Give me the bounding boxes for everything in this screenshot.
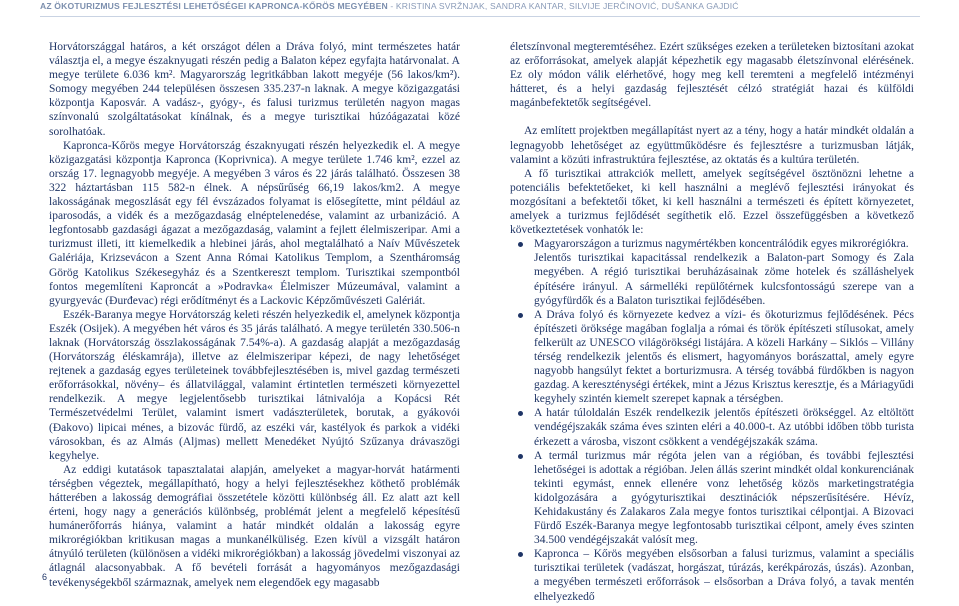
list-item-text: A termál turizmus már régóta jelen van a régióban, és további fejlesztési lehetőségei is adottak a régióban. Jelen állás szerint mindkét oldal konkurenciának tekinti egymást, ennek ellenére vonz lehetőség közös marketingstratégia kidolgozására a gyógyturisztikai desztinációk népszerűsítésére. Hévíz, Kehidakustány és Zalakaros Zala megye fontos turisztikai célpontjai. A Bizovaci Fürdő Eszék-Baranya megye legfontosabb turisztikai célpont, amely éves szinten 34.500 vendégéjszakát valósít meg. [534, 449, 914, 547]
conclusions-list [510, 237, 914, 603]
header-separator: - [387, 1, 396, 11]
bullet-icon [518, 552, 523, 557]
right-paragraph-2: Az említett projektben megállapítást nyert az a tény, hogy a határ mindkét oldalán a legnagyobb lehetőséget az együttműködésre és fejlesztésre a turizmusban látják, valamint a közúti infrastruktúra fejlesztése, az oktatás és a kultúra területén. [510, 125, 914, 166]
right-column [510, 40, 914, 604]
left-paragraph-4: Az eddigi kutatások tapasztalatai alapján, amelyeket a magyar-horvát határmenti térségben végeztek, megállapítható, hogy a helyi fejlesztésekhez köthető problémák hátterében a lakosság demográfiai összetétele közötti különbség áll. Ez alatt azt kell érteni, hogy nagy a generációs különbség, problémát jelent a megfelelő képesítésű humánerőforrás hiánya, valamint a határ mindkét oldalán a lakosság egyre mikrorégiókban kritikusan magas a munkanélküliség. Ezen kívül a vizsgált határon átnyúló területen (különösen a vidéki mikrorégiókban) a lakosság jövedelmi viszonyai az átlagnál alacsonyabbak. A fő bevételi forrását a hagyományos mezőgazdasági tevékenységekből származnak, amelyek nem elegendőek egy magasabb [49, 463, 460, 589]
list-item [510, 547, 914, 603]
bullet-icon [518, 454, 523, 459]
list-item [510, 308, 914, 407]
bullet-icon [518, 242, 523, 247]
list-item-text: A határ túloldalán Eszék rendelkezik jelentős építészeti örökséggel. Az eltöltött vendégéjszakák száma éves szinten eléri a 40.000-t. Az utóbbi időben több turista érkezett a városba, viszont csökkent a vendégéjszakák száma. [534, 407, 914, 448]
right-paragraph-1: életszínvonal megteremtéséhez. Ezért szükséges ezeken a területeken biztosítani azokat az erőforrásokat, amelyek alapját képezhetik egy magasabb életszínvonal elérésének. Ez oly módon válik elérhetővé, hogy meg kell teremteni a megfelelő intézményi hátteret, és a helyi gazdaság fejlesztését célzó stratégiát hazai és külföldi magánbefektetők segítségével. [510, 41, 914, 110]
header-rule [40, 16, 920, 17]
header-title: AZ ÖKOTURIZMUS FEJLESZTÉSI LEHETŐSÉGEI KAPRONCA-KŐRÖS MEGYÉBEN [40, 1, 388, 11]
left-column [49, 40, 460, 590]
list-item-subtext: Jelentős turisztikai kapacitással rendelkezik a Balaton-part Somogy és Zala megyében. A régió turisztikai beruházásainak zöme hotelek és szálláshelyek építésére irányul. A sármelléki repülőtérnek kulcsfontosságú szerepe van a gyógyfürdők és a Balaton turisztikai fejlődésében. [534, 252, 914, 307]
list-item-text: Magyarországon a turizmus nagymértékben koncentrálódik egyes mikrorégiókra. [534, 238, 909, 251]
running-header [40, 1, 739, 11]
list-item-text: Kapronca – Kőrös megyében elsősorban a falusi turizmus, valamint a speciális turisztikai területek (vadászat, horgászat, túrázás, kerékpározás, úszás). Azonban, a megyében természeti erőforrások – elsősorban a Dráva folyó, a tavak mentén elhelyezkedő [534, 548, 914, 603]
left-paragraph-2: Kapronca-Kőrös megye Horvátország északnyugati részén helyezkedik el. A megye közigazgatási központja Kapronca (Koprivnica). A megye területe 1.746 km², ezzel az ország 17. legnagyobb megyéje. A megyében 3 város és 22 járás található. Összesen 38 322 háztartásban 115 582-n élnek. A népsűrűség 66,19 lakos/km2. A megye lakosságának megoszlását egy fél évszázados folyamat is elősegítette, mint például az iparosodás, a vidék és a mezőgazdaság elnéptelenedése, valamint az urbanizáció. A legfontosabb gazdasági ágazat a mezőgazdaság, valamint a fejlett élelmiszeripar. Ami a turizmust illeti, itt kiemelkedik a hlebinei járás, ahol megtalálható a Naív Művészetek Galériája, Krizsevácon a Szent Anna Római Katolikus Templom, a Szentháromság Görög Katolikus Székesegyház és a Szentkereszt templom. Turisztikai szempontból fontos megemlíteni Kaproncát a »Podravka« Élelmiszer Múzeumával, valamint a gyurgyevác (Đurđevac) régi erődítményt és a Lackovic Képzőművészeti Galériát. [49, 139, 460, 307]
right-paragraph-3: A fő turisztikai attrakciók mellett, amelyek segítségével ösztönözni lehetne a potenciális befektetőeket, ki kell használni a meglévő fejlesztési irányokat és mozgósítani a befektetői tőket, ki kell használni a természeti és épített környezetet, amelyek a turizmus fejlődését segíthetik elő. Ezzel összefüggésben a következő következtetések vonhatók le: [510, 167, 914, 237]
bullet-icon [518, 313, 523, 318]
page-number: 6 [42, 572, 48, 582]
list-item [510, 449, 914, 548]
left-paragraph-3: Eszék-Baranya megye Horvátország keleti részén helyezkedik el, amelynek központja Eszék (Osijek). A megyében hét város és 35 járás található. A megye területén 330.506-n laknak (Horvátország összlakosságának 7.54%-a). A gazdaság alapját a mezőgazdaság (Horvátország éléskamrája), illetve az élelmiszeripar képezi, de nagy lehetőséget rejtenek a gazdaság egyes területeinek továbbfejlesztésében is, mivel gazdag természeti erőforrásokkal, növény– és állatvilággal, valamint értintetlen természeti környezettel rendelkezik. A megye legjelentősebb turisztikai látnivalója a Kopácsi Rét Természetvédelmi Terület, valamint ismert vadászterületek, borutak, a gyákovói (Đakovo) lipicai ménes, a bizovác fürdő, az eszéki vár, kastélyok és parkok a vidéki városokban, és az Almás (Aljmas) mellett Menedéket Nyújtó Szűzanya drávaszögi kegyhelye. [49, 308, 460, 462]
left-paragraph-1: Horvátországgal határos, a két országot délen a Dráva folyó, mint természetes határ választja el, a megye északnyugati részén pedig a Balaton képez egyfajta határvonalat. A megye területe 6.036 km². Magyarország legritkábban lakott megyéje (56 lakos/km²). Somogy megyében 244 településen összesen 335.237-n laknak. A megye közigazgatási központja Kaposvár. A vadász-, gyógy-, és falusi turizmus területén nagyon magas színvonalú szolgáltatásokat kínálnak, és a megye turisztikai húzóágazatai közé sorolhatóak. [49, 41, 460, 138]
running-header-bar [0, 0, 959, 16]
list-item [510, 406, 914, 448]
list-item-text: A Dráva folyó és környezete kedvez a vízi- és ökoturizmus fejlődésének. Pécs építészeti öröksége magában foglalja a római és török építészeti stílusokat, amely felkerült az UNESCO világörökségi listájára. A közeli Harkány – Siklós – Villány térség rendelkezik jelentős és elismert, hagyományos borászattal, amely egyre nagyobb hangsúlyt fektet a borturizmusra. A térség továbbá fürdőkben is nagyon gazdag. A kereszténységi értékek, mint a Jézus Krisztus keresztje, és a Máriagyűdi kegyhely szintén kiemelt szerepet kapnak a térségben. [534, 308, 915, 406]
list-item [510, 237, 914, 307]
bullet-icon [518, 411, 523, 416]
header-authors: KRISTINA SVRŽNJAK, SANDRA KANTAR, SILVIJE JERČINOVIĆ, DUŠANKA GAJDIĆ [395, 1, 739, 11]
